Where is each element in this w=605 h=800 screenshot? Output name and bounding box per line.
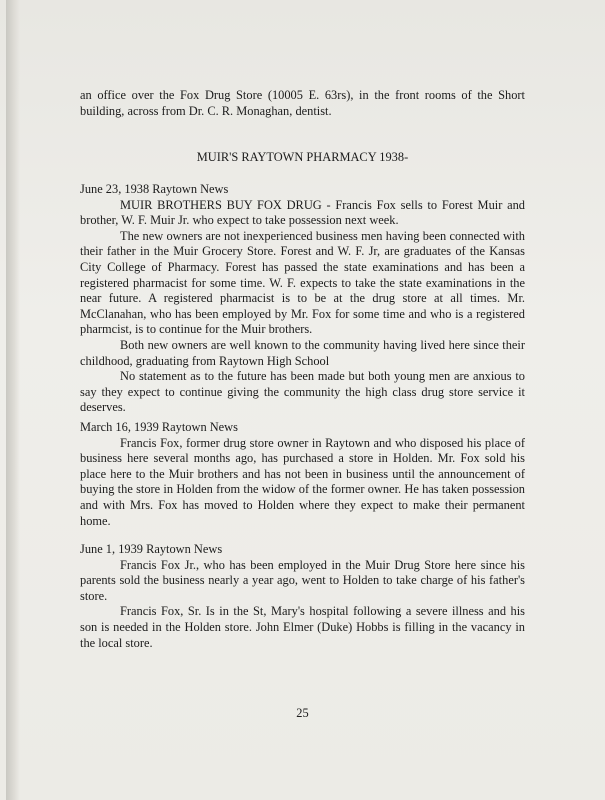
entry-paragraph: Francis Fox Jr., who has been employed in the Muir Drug Store here since his parents sold the business nearly a year ago, went to Holden to take charge of his father's store. <box>80 557 525 603</box>
entry-paragraph: Francis Fox, former drug store owner in Raytown and who disposed his place of business here several months ago, has purchased a store in Holden. Mr. Fox sold his place here to the Muir brothers and has not been in business until the announcement of buying the store in Holden from the widow of the former owner. He has taken possession and with Mrs. Fox has moved to Holden where they expect to make their permanent home. <box>80 435 525 528</box>
entry-june-1938 <box>80 182 525 416</box>
entry-dateline: March 16, 1939 Raytown News <box>80 420 238 434</box>
entry-paragraph: The new owners are not inexperienced business men having been connected with their father in the Muir Grocery Store. Forest and W. F. Jr, are graduates of the Kansas City College of Pharmacy. Forest has passed the state examinations and has been a registered pharmacist for some time. W. F. expects to take the state examinations in the near future. A registered pharmacist is to be at the drug store at all times. Mr. McClanahan, who has been employed by Mr. Fox for some time and who is a registered pharmcist, is to continue for the Muir brothers. <box>80 228 525 337</box>
entry-june-1939 <box>80 542 525 651</box>
intro-paragraph: an office over the Fox Drug Store (10005 E. 63rs), in the front rooms of the Short building, across from Dr. C. R. Monaghan, dentist. <box>80 88 525 118</box>
entry-paragraph: Both new owners are well known to the community having lived here since their childhood, graduating from Raytown High School <box>80 337 525 368</box>
page-number: 25 <box>296 706 309 720</box>
entry-paragraph: No statement as to the future has been made but both young men are anxious to say they expect to continue giving the community the high class drug store service it deserves. <box>80 369 525 415</box>
intro-block <box>80 88 525 119</box>
entry-march-1939 <box>80 420 525 529</box>
entry-dateline: June 1, 1939 Raytown News <box>80 542 223 556</box>
entry-paragraph: Francis Fox, Sr. Is in the St, Mary's hospital following a severe illness and his son is needed in the Holden store. John Elmer (Duke) Hobbs is filling in the vacancy in the local store. <box>80 604 525 650</box>
entry-paragraph: MUIR BROTHERS BUY FOX DRUG - Francis Fox sells to Forest Muir and brother, W. F. Muir Jr. who expect to take possession next week. <box>80 197 525 228</box>
section-heading: MUIR'S RAYTOWN PHARMACY 1938- <box>196 150 409 164</box>
page-binding-shadow <box>6 0 20 800</box>
entry-dateline: June 23, 1938 Raytown News <box>80 182 229 196</box>
